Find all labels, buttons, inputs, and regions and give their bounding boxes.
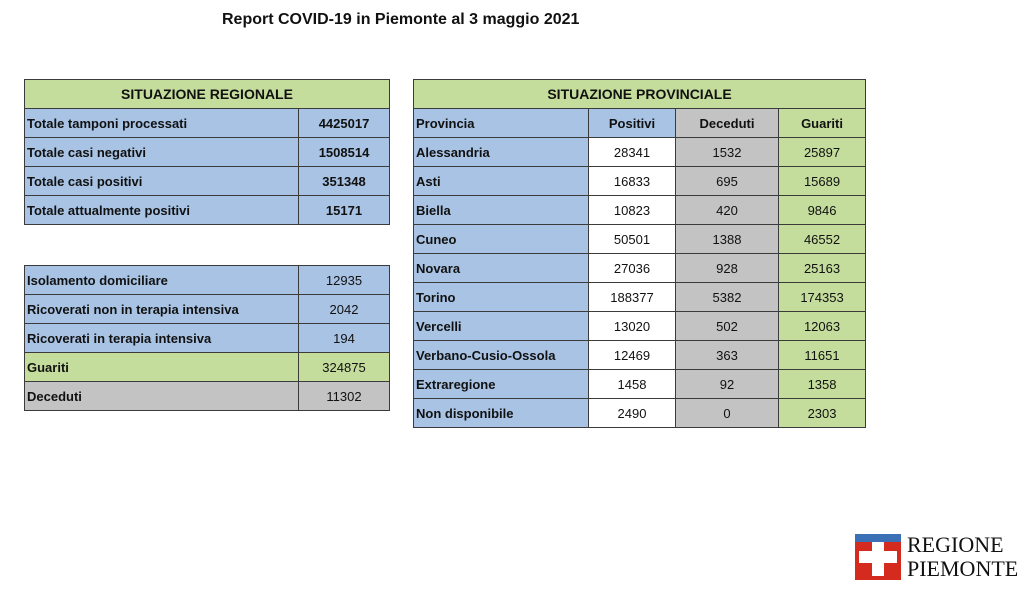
province-value: 188377: [589, 283, 676, 312]
table-row: [25, 109, 390, 138]
province-name: Asti: [414, 167, 589, 196]
province-value: 363: [676, 341, 779, 370]
province-value: 1358: [779, 370, 866, 399]
province-value: 25163: [779, 254, 866, 283]
table-row: [25, 295, 390, 324]
table-row: [414, 370, 866, 399]
province-value: 25897: [779, 138, 866, 167]
province-value: 12469: [589, 341, 676, 370]
row-value: 11302: [299, 382, 390, 411]
table-row: [414, 341, 866, 370]
column-header: Positivi: [589, 109, 676, 138]
row-label: Isolamento domiciliare: [25, 266, 299, 295]
province-name: Non disponibile: [414, 399, 589, 428]
row-value: 2042: [299, 295, 390, 324]
row-value: 12935: [299, 266, 390, 295]
table-row: [414, 196, 866, 225]
province-value: 13020: [589, 312, 676, 341]
row-label: Totale casi negativi: [25, 138, 299, 167]
table-row: [414, 399, 866, 428]
table-row: [414, 138, 866, 167]
province-name: Vercelli: [414, 312, 589, 341]
table-row: [25, 324, 390, 353]
row-label: Ricoverati in terapia intensiva: [25, 324, 299, 353]
province-value: 92: [676, 370, 779, 399]
province-value: 1388: [676, 225, 779, 254]
column-header: Provincia: [414, 109, 589, 138]
province-name: Alessandria: [414, 138, 589, 167]
province-value: 11651: [779, 341, 866, 370]
province-value: 15689: [779, 167, 866, 196]
row-value: 324875: [299, 353, 390, 382]
province-name: Verbano-Cusio-Ossola: [414, 341, 589, 370]
row-value: 351348: [299, 167, 390, 196]
row-label: Totale attualmente positivi: [25, 196, 299, 225]
table-row: [414, 167, 866, 196]
regione-piemonte-logo: [855, 531, 1019, 583]
table-row: [414, 225, 866, 254]
table-row: [25, 138, 390, 167]
table-row: [25, 196, 390, 225]
province-value: 27036: [589, 254, 676, 283]
province-name: Cuneo: [414, 225, 589, 254]
row-label: Ricoverati non in terapia intensiva: [25, 295, 299, 324]
row-value: 15171: [299, 196, 390, 225]
province-value: 16833: [589, 167, 676, 196]
province-name: Torino: [414, 283, 589, 312]
piemonte-emblem-icon: [855, 534, 901, 580]
row-label: Guariti: [25, 353, 299, 382]
table-row: [414, 254, 866, 283]
table-row: [25, 266, 390, 295]
row-value: 4425017: [299, 109, 390, 138]
row-label: Deceduti: [25, 382, 299, 411]
column-header: Guariti: [779, 109, 866, 138]
table-row: [414, 312, 866, 341]
province-value: 12063: [779, 312, 866, 341]
province-name: Extraregione: [414, 370, 589, 399]
report-title: Report COVID-19 in Piemonte al 3 maggio 2021: [222, 11, 580, 28]
province-value: 9846: [779, 196, 866, 225]
regional-header: SITUAZIONE REGIONALE: [25, 80, 390, 109]
province-value: 46552: [779, 225, 866, 254]
column-header-row: [414, 109, 866, 138]
table-row: [25, 353, 390, 382]
province-value: 502: [676, 312, 779, 341]
regional-detail-table: [24, 265, 390, 411]
province-value: 10823: [589, 196, 676, 225]
row-label: Totale casi positivi: [25, 167, 299, 196]
province-value: 0: [676, 399, 779, 428]
province-value: 1532: [676, 138, 779, 167]
provincial-header: SITUAZIONE PROVINCIALE: [414, 80, 866, 109]
province-value: 420: [676, 196, 779, 225]
provincial-table: [413, 79, 866, 428]
table-row: [25, 382, 390, 411]
row-value: 194: [299, 324, 390, 353]
province-value: 50501: [589, 225, 676, 254]
province-name: Novara: [414, 254, 589, 283]
table-row: [414, 283, 866, 312]
province-value: 2303: [779, 399, 866, 428]
province-value: 2490: [589, 399, 676, 428]
province-value: 174353: [779, 283, 866, 312]
province-value: 1458: [589, 370, 676, 399]
table-row: [25, 167, 390, 196]
column-header: Deceduti: [676, 109, 779, 138]
row-value: 1508514: [299, 138, 390, 167]
province-value: 695: [676, 167, 779, 196]
regional-summary-table: [24, 79, 390, 225]
province-name: Biella: [414, 196, 589, 225]
province-value: 928: [676, 254, 779, 283]
province-value: 5382: [676, 283, 779, 312]
province-value: 28341: [589, 138, 676, 167]
row-label: Totale tamponi processati: [25, 109, 299, 138]
logo-text: REGIONE PIEMONTE: [907, 532, 1019, 581]
